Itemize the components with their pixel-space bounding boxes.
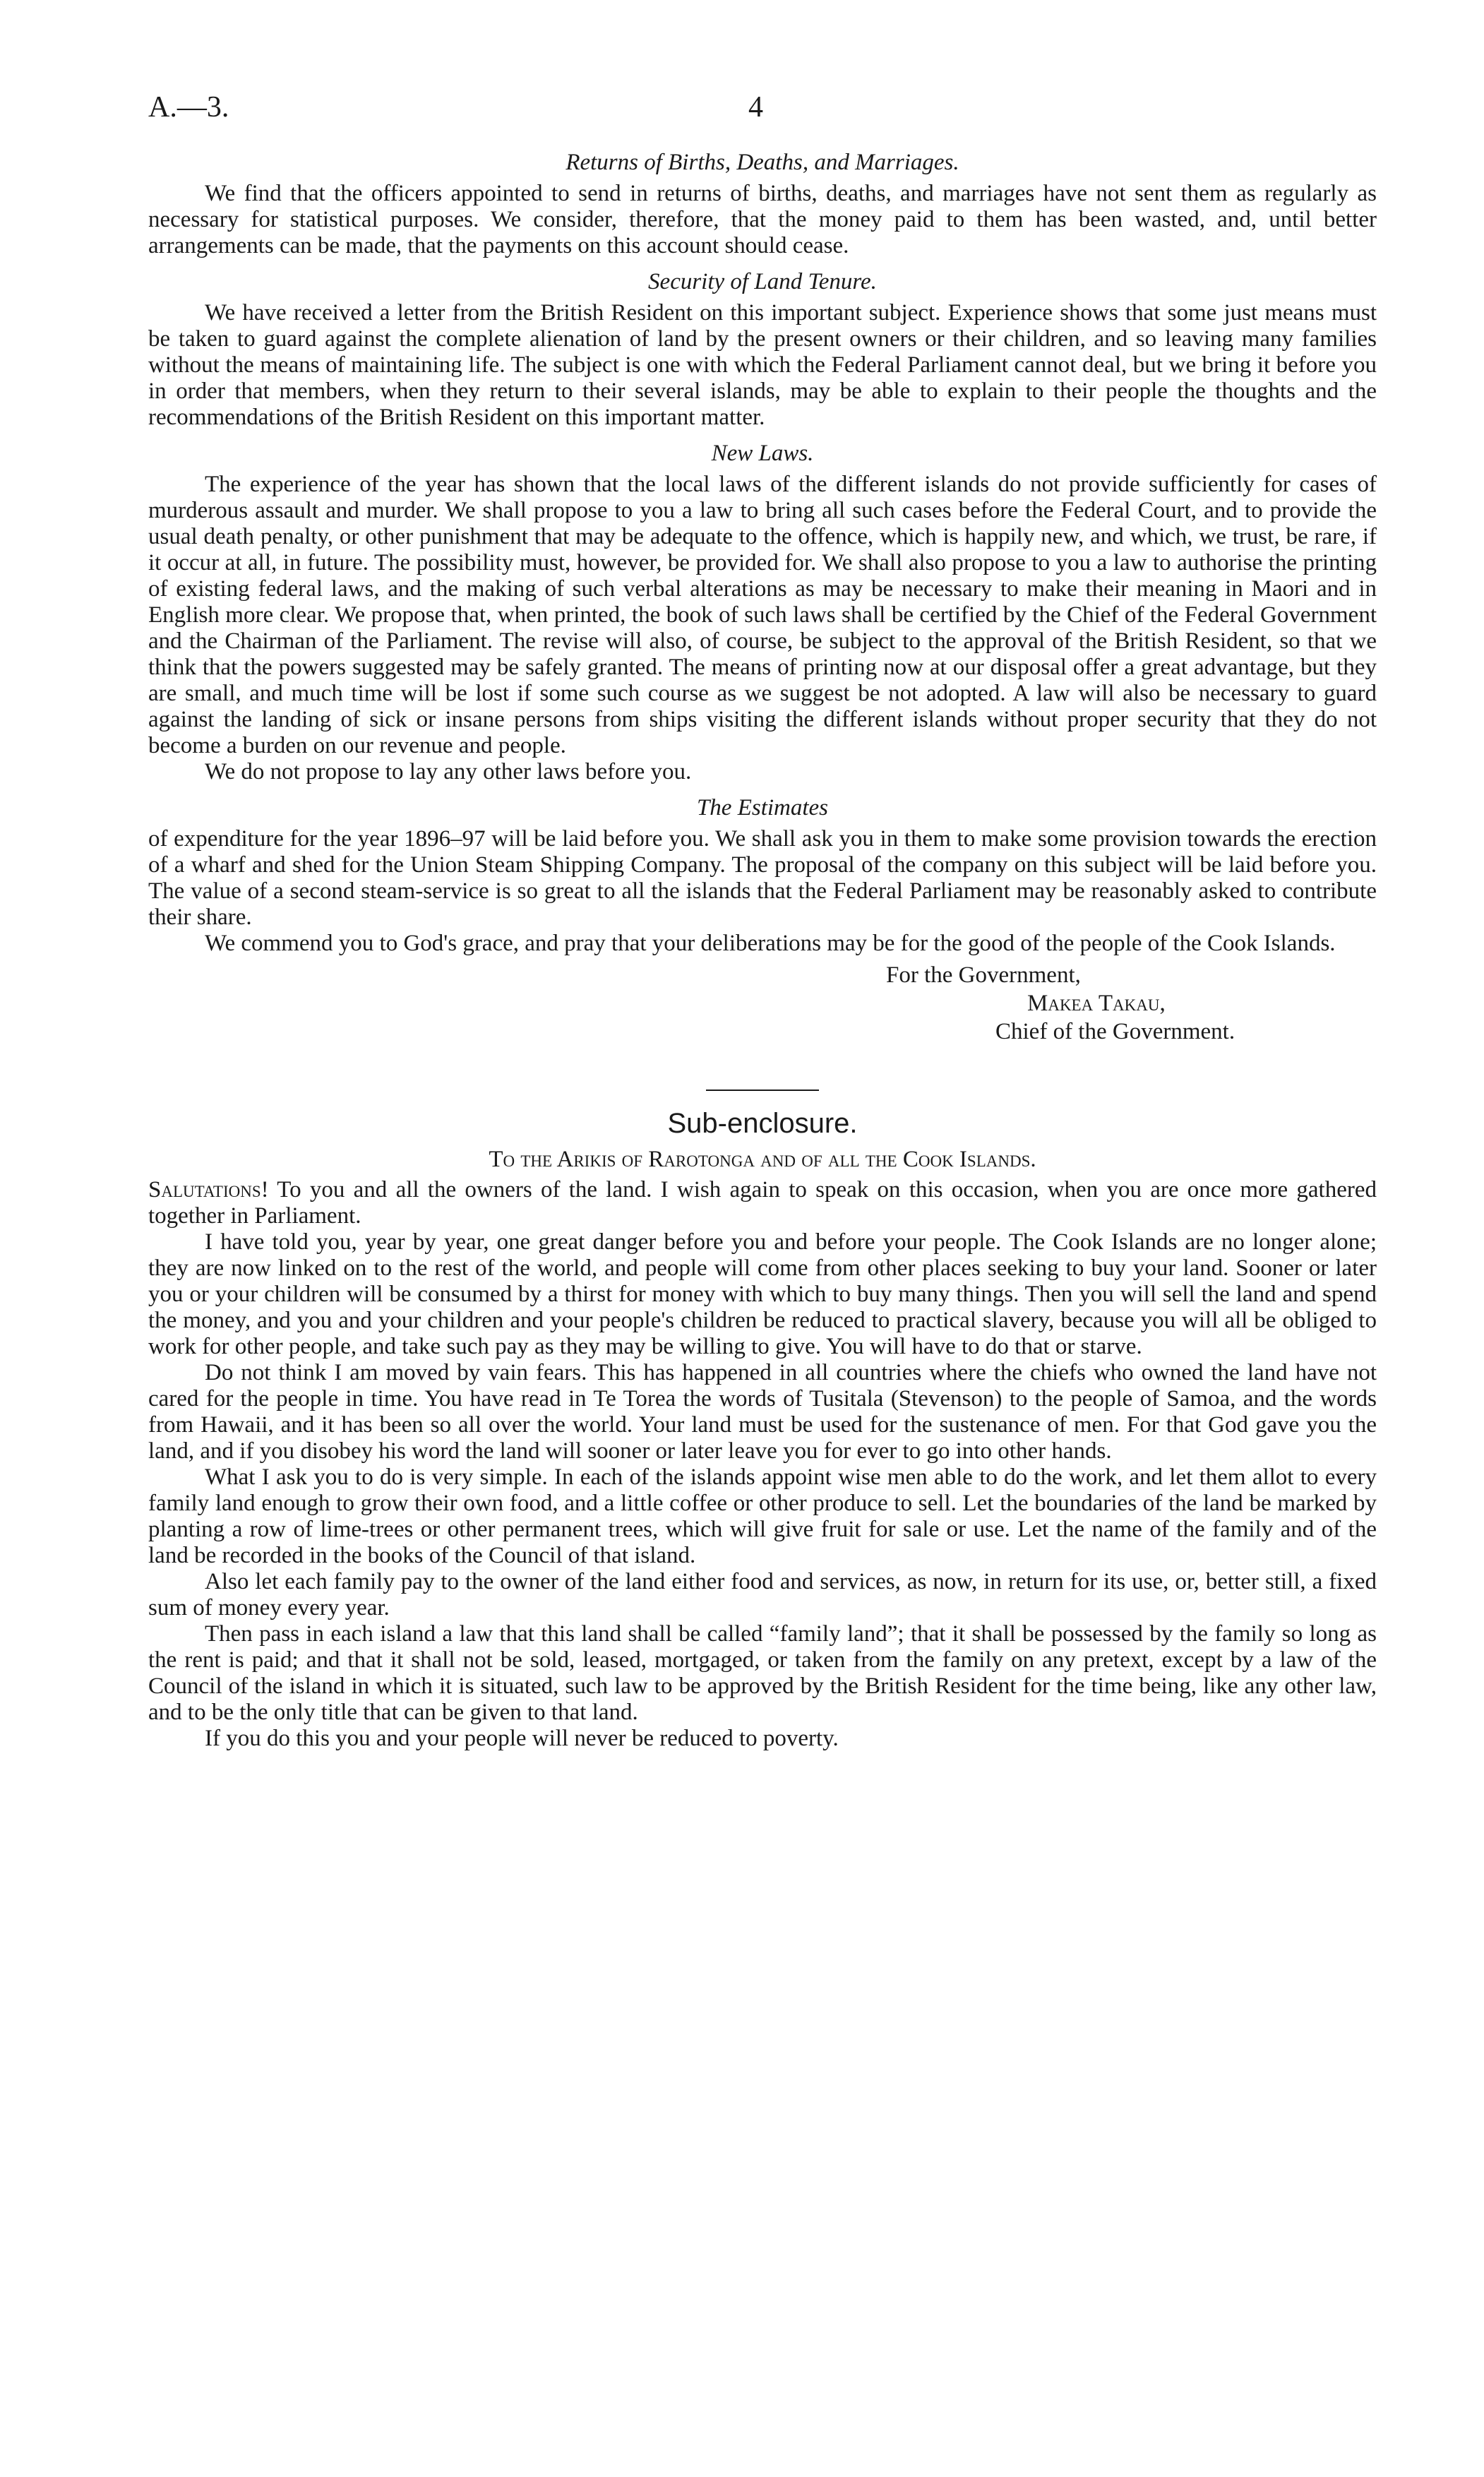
section-divider [706, 1090, 819, 1091]
paragraph: What I ask you to do is very simple. In each of the islands appoint wise men able to do the work, and let them allot to every family land enough to grow their own food, and a little coffee or other produce to sell. Let the boundaries of the land be marked by planting a row of lime-trees or other permanent trees, which will give fruit for sale or use. Let the name of the family and of the land be recorded in the books of the Council of that island. [148, 1464, 1377, 1568]
section-land-tenure [148, 268, 1377, 431]
paragraph: We do not propose to lay any other laws before you. [205, 759, 692, 784]
page-header [148, 85, 1377, 148]
paragraph: The experience of the year has shown that the local laws of the different islands do not provide sufficiently for cases of murderous assault and murder. We shall propose to you a law to bring all such cases before the Federal Court, and to provide the usual death penalty, or other punishment that may be adequate to the offence, which is happily new, and which, we trust, be rare, if it occur at all, in future. The possibility must, however, be provided for. We shall also propose to you a law to authorise the printing of existing federal laws, and the making of such verbal alterations as may be necessary to make their meaning in Maori and in English more clear. We propose that, when printed, the book of such laws shall be certified by the Chief of the Federal Government and the Chairman of the Parliament. The revise will also, of course, be subject to the approval of the British Resident, so that we think that the powers suggested may be safely granted. The means of printing now at our disposal offer a great advantage, but they are small, and much time will be lost if some such course as we suggest be not adopted. A law will also be necessary to guard against the landing of sick or insane persons from ships visiting the different islands without proper security that they do not become a burden on our revenue and people. [148, 472, 1377, 758]
paragraph: I have told you, year by year, one great danger before you and before your people. The Cook Islands are no longer alone; they are now linked on to the rest of the world, and people will come from other places seeking to buy your land. Sooner or later you or your children will be consumed by a thirst for money with which to buy many things. Then you will sell the land and spend the money, and you and your children and your people's children be reduced to practical slavery, because you will all be obliged to work for other people, and take such pay as they may be willing to give. You will have to do that or starve. [148, 1229, 1377, 1359]
addressee-line: To the Arikis of Rarotonga and of all the Cook Islands. [489, 1147, 1036, 1172]
section-heading: The Estimates [696, 795, 829, 820]
document-page [148, 85, 1377, 1752]
signatory-title: Chief of the Government. [995, 1019, 1235, 1044]
paragraph: of expenditure for the year 1896–97 will be laid before you. We shall ask you in them to make some provision towards the erection of a wharf and shed for the Union Steam Shipping Company. The proposal of the company on this subject will be laid before you. The value of a second steam-service is so great to all the islands that the Federal Parliament may be reasonably asked to contribute their share. [148, 826, 1377, 930]
section-heading: New Laws. [711, 441, 814, 466]
sub-enclosure [148, 1106, 1377, 1752]
paragraph: If you do this you and your people will never be reduced to poverty. [205, 1726, 839, 1751]
sub-enclosure-title: Sub-enclosure. [667, 1108, 858, 1139]
signature-line: For the Government, [886, 962, 1081, 988]
page-number: 4 [748, 91, 763, 124]
paragraph: We have received a letter from the British Resident on this important subject. Experience shows that some just means must be taken to guard against the complete alienation of land by the present owners or their children, and so leaving many families without the means of maintaining life. The subject is one with which the Federal Parliament cannot deal, but we bring it before you in order that members, when they return to their several islands, may be able to explain to their people the thoughts and the recommendations of the British Resident on this important matter. [148, 300, 1377, 430]
section-new-laws [148, 439, 1377, 785]
document-reference: A.—3. [148, 91, 229, 124]
salutation: Salutations [148, 1177, 261, 1202]
signatory-name: Makea Takau, [1027, 991, 1166, 1016]
section-heading: Returns of Births, Deaths, and Marriages. [566, 150, 959, 175]
paragraph: We commend you to God's grace, and pray that your deliberations may be for the good of the people of the Cook Islands. [205, 931, 1336, 956]
paragraph: We find that the officers appointed to send in returns of births, deaths, and marriages have not sent them as regularly as necessary for statistical purposes. We consider, therefore, that the money paid to them has been wasted, and, until better arrangements can be made, that the payments on this account should cease. [148, 181, 1377, 258]
paragraph: Also let each family pay to the owner of the land either food and services, as now, in return for its use, or, better still, a fixed sum of money every year. [148, 1569, 1377, 1621]
paragraph [148, 1177, 1377, 1229]
signature-block [148, 961, 1377, 1053]
salutation-text: ! To you and all the owners of the land. I wish again to speak on this occasion, when you are once more gathered together in Parliament. [148, 1177, 1377, 1229]
paragraph: Then pass in each island a law that this land shall be called “family land”; that it shall be possessed by the family so long as the rent is paid; and that it shall not be sold, leased, mortgaged, or taken from the family on any pretext, except by a law of the Council of the island in which it is situated, such law to be approved by the British Resident for the time being, like any other law, and to be the only title that can be given to that land. [148, 1621, 1377, 1725]
section-estimates [148, 794, 1377, 957]
paragraph: Do not think I am moved by vain fears. This has happened in all countries where the chiefs who owned the land have not cared for the people in time. You have read in Te Torea the words of Tusitala (Stevenson) to the people of Samoa, and the words from Hawaii, and it has been so all over the world. Your land must be used for the sustenance of men. For that God gave you the land, and if you disobey his word the land will sooner or later leave you for ever to go into other hands. [148, 1360, 1377, 1464]
section-births-deaths-marriages [148, 148, 1377, 259]
section-heading: Security of Land Tenure. [648, 269, 877, 294]
